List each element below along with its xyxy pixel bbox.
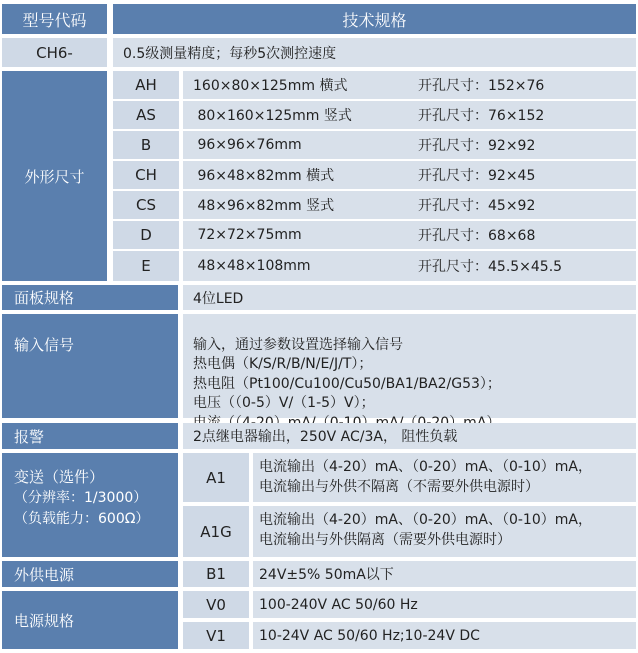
dim-size: 48×96×82mm 竖式 [193, 198, 335, 214]
dim-size: 96×96×76mm [193, 137, 302, 153]
header-model: 型号代码 [2, 4, 107, 34]
input-line: 电压（（0-5）V/（1-5）V）； [193, 395, 375, 412]
supply-value: 24V±5% 50mA以下 [253, 561, 636, 587]
dim-hole: 开孔尺寸：92×45 [418, 168, 536, 184]
dim-row-as [183, 101, 636, 129]
alarm-value: 2点继电器输出，250V AC/3A， 阻性负载 [183, 423, 636, 449]
transmit-line: 电流输出（4-20）mA、（0-20）mA、（0-10）mA， [259, 512, 592, 528]
ch6-description: 0.5级测量精度；每秒5次测控速度 [113, 38, 636, 67]
transmit-code-a1: A1 [183, 453, 249, 502]
transmit-code-a1g: A1G [183, 506, 249, 557]
power-label: 电源规格 [2, 591, 178, 649]
dim-size: 72×72×75mm [193, 227, 302, 243]
input-line: 热电偶（K/S/R/B/N/E/J/T）； [193, 356, 373, 373]
dim-row-d [183, 221, 636, 249]
panel-label: 面板规格 [2, 285, 178, 310]
transmit-value-a1g [253, 506, 636, 557]
power-value-v0: 100-240V AC 50/60 Hz [253, 591, 636, 618]
dim-hole: 开孔尺寸：45×92 [418, 198, 536, 214]
panel-value: 4位LED [183, 285, 636, 310]
header-spec: 技术规格 [113, 4, 636, 34]
dim-row-b [183, 131, 636, 159]
dim-code-ah: AH [113, 71, 179, 99]
dim-row-ch [183, 161, 636, 189]
input-value [183, 314, 636, 418]
dim-code-d: D [113, 221, 179, 249]
alarm-label: 报警 [2, 423, 178, 449]
power-code-v0: V0 [183, 591, 249, 618]
dim-size: 80×160×125mm 竖式 [193, 108, 352, 124]
transmit-value-a1 [253, 453, 636, 502]
transmit-line: 电流输出（4-20）mA、（0-20）mA、（0-10）mA， [259, 459, 592, 475]
power-code-v1: V1 [183, 622, 249, 649]
dim-code-ch: CH [113, 161, 179, 189]
input-line: 热电阻（Pt100/Cu100/Cu50/BA1/BA2/G53）； [193, 375, 501, 392]
input-label-text: 输入信号 [14, 335, 75, 354]
dim-row-ah [183, 71, 636, 99]
dim-size: 48×48×108mm [193, 258, 311, 274]
dim-hole: 开孔尺寸：68×68 [418, 228, 536, 244]
transmit-line: 电流输出与外供不隔离（不需要外供电源时） [259, 478, 539, 495]
model-code-ch6: CH6- [2, 38, 107, 67]
power-value-v1: 10-24V AC 50/60 Hz;10-24V DC [253, 622, 636, 649]
dim-row-e [183, 251, 636, 281]
dim-size: 96×48×82mm 横式 [193, 168, 335, 184]
dimensions-label: 外形尺寸 [2, 71, 107, 281]
transmit-label-line: （分辨率：1/3000） [14, 490, 148, 506]
dim-code-cs: CS [113, 191, 179, 219]
dim-hole: 开孔尺寸：152×76 [418, 78, 545, 94]
transmit-label-line: 变送（选件） [14, 468, 105, 486]
transmit-label-line: （负载能力：600Ω） [14, 511, 150, 527]
dim-code-as: AS [113, 101, 179, 129]
dim-hole: 开孔尺寸：45.5×45.5 [418, 259, 563, 275]
input-label [2, 314, 178, 418]
transmit-line: 电流输出与外供隔离（需要外供电源时） [259, 531, 511, 548]
transmit-label [2, 453, 178, 557]
dim-hole: 开孔尺寸：92×92 [418, 138, 536, 154]
supply-label: 外供电源 [2, 561, 178, 587]
supply-code-b1: B1 [183, 561, 249, 587]
dim-row-cs [183, 191, 636, 219]
dim-hole: 开孔尺寸：76×152 [418, 108, 545, 124]
input-line: 输入，通过参数设置选择输入信号 [193, 336, 403, 353]
dim-code-b: B [113, 131, 179, 159]
dim-size: 160×80×125mm 横式 [193, 78, 348, 94]
dim-code-e: E [113, 251, 179, 281]
